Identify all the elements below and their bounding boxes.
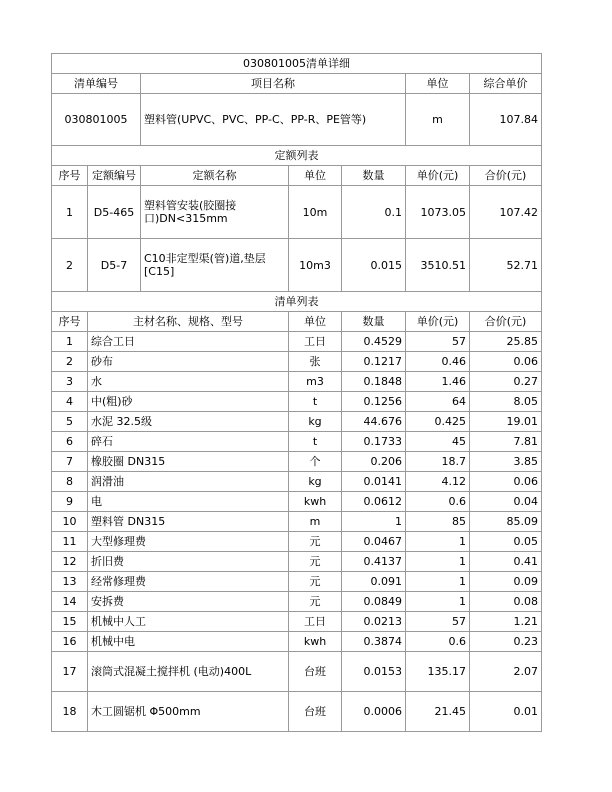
title-row [52,54,542,74]
material-name: 机械中电 [88,632,289,652]
material-qty-header: 数量 [342,312,406,332]
bill-unit-header: 单位 [406,74,470,94]
material-total: 0.05 [470,532,542,552]
material-price: 85 [406,512,470,532]
material-row [52,492,542,512]
material-row [52,532,542,552]
material-seq: 7 [52,452,88,472]
material-seq-header: 序号 [52,312,88,332]
material-price: 21.45 [406,692,470,732]
material-qty: 0.1256 [342,392,406,412]
material-price: 1 [406,572,470,592]
material-total: 0.04 [470,492,542,512]
material-name: 大型修理费 [88,532,289,552]
material-price: 1 [406,592,470,612]
material-unit: kwh [289,632,342,652]
bill-unit-price: 107.84 [470,94,542,146]
bill-code-header: 清单编号 [52,74,141,94]
material-name: 折旧费 [88,552,289,572]
material-seq: 2 [52,352,88,372]
material-price: 1 [406,532,470,552]
material-price: 57 [406,612,470,632]
quota-total: 52.71 [470,239,542,292]
material-unit: kwh [289,492,342,512]
material-unit: 元 [289,572,342,592]
material-name: 经常修理费 [88,572,289,592]
material-qty: 0.0849 [342,592,406,612]
material-row [52,332,542,352]
material-total: 0.06 [470,352,542,372]
material-seq: 15 [52,612,88,632]
material-seq: 12 [52,552,88,572]
quota-seq: 1 [52,186,88,239]
material-unit: 元 [289,592,342,612]
quota-name-header: 定额名称 [141,166,289,186]
material-row [52,632,542,652]
material-total: 0.01 [470,692,542,732]
material-name: 砂布 [88,352,289,372]
material-price: 0.46 [406,352,470,372]
material-row [52,552,542,572]
bill-header-row [52,74,542,94]
quota-price-header: 单价(元) [406,166,470,186]
material-total: 0.27 [470,372,542,392]
material-name: 水泥 32.5级 [88,412,289,432]
material-name: 综合工日 [88,332,289,352]
material-qty: 0.0006 [342,692,406,732]
quota-row [52,186,542,239]
bill-row [52,94,542,146]
material-name: 润滑油 [88,472,289,492]
material-qty: 0.091 [342,572,406,592]
material-total: 19.01 [470,412,542,432]
quota-header-row [52,166,542,186]
quota-unit-header: 单位 [289,166,342,186]
material-row [52,692,542,732]
material-row [52,472,542,492]
quota-code-header: 定额编号 [88,166,141,186]
material-price: 0.425 [406,412,470,432]
material-unit: 张 [289,352,342,372]
material-total: 8.05 [470,392,542,412]
material-total: 0.41 [470,552,542,572]
material-unit: 工日 [289,612,342,632]
material-qty: 0.1733 [342,432,406,452]
material-price: 64 [406,392,470,412]
material-unit: 工日 [289,332,342,352]
material-name: 滚筒式混凝土搅拌机 (电动)400L [88,652,289,692]
quota-price: 1073.05 [406,186,470,239]
material-total-header: 合价(元) [470,312,542,332]
material-name: 木工圆锯机 Φ500mm [88,692,289,732]
material-name: 塑料管 DN315 [88,512,289,532]
material-name: 橡胶圈 DN315 [88,452,289,472]
material-seq: 17 [52,652,88,692]
material-name-header: 主材名称、规格、型号 [88,312,289,332]
material-header-row [52,312,542,332]
material-unit: m3 [289,372,342,392]
material-qty: 1 [342,512,406,532]
material-price: 135.17 [406,652,470,692]
material-qty: 44.676 [342,412,406,432]
material-unit: 元 [289,532,342,552]
material-row [52,512,542,532]
table-body [52,54,542,732]
material-section-title: 清单列表 [52,292,542,312]
material-unit: t [289,392,342,412]
quota-name: C10非定型渠(管)道,垫层[C15] [141,239,289,292]
material-row [52,372,542,392]
quota-qty: 0.1 [342,186,406,239]
material-seq: 9 [52,492,88,512]
material-row [52,612,542,632]
material-total: 2.07 [470,652,542,692]
material-seq: 6 [52,432,88,452]
material-total: 7.81 [470,432,542,452]
quota-code: D5-7 [88,239,141,292]
material-unit: t [289,432,342,452]
material-name: 电 [88,492,289,512]
material-row [52,432,542,452]
material-qty: 0.0213 [342,612,406,632]
material-unit: 台班 [289,652,342,692]
material-total: 0.23 [470,632,542,652]
material-qty: 0.3874 [342,632,406,652]
quota-code: D5-465 [88,186,141,239]
material-row [52,412,542,432]
material-total: 0.08 [470,592,542,612]
material-seq: 14 [52,592,88,612]
material-seq: 16 [52,632,88,652]
quota-name: 塑料管安装(胶圈接口)DN<315mm [141,186,289,239]
material-name: 碎石 [88,432,289,452]
bill-code: 030801005 [52,94,141,146]
quota-seq: 2 [52,239,88,292]
material-unit: m [289,512,342,532]
material-total: 0.06 [470,472,542,492]
material-seq: 3 [52,372,88,392]
material-qty: 0.0141 [342,472,406,492]
material-price: 4.12 [406,472,470,492]
bill-unit: m [406,94,470,146]
material-unit: 台班 [289,692,342,732]
material-total: 85.09 [470,512,542,532]
material-price: 18.7 [406,452,470,472]
material-qty: 0.1217 [342,352,406,372]
quota-price: 3510.51 [406,239,470,292]
quota-section-title: 定额列表 [52,146,542,166]
material-row [52,592,542,612]
material-unit: kg [289,412,342,432]
material-row [52,572,542,592]
material-price: 1.46 [406,372,470,392]
material-unit-header: 单位 [289,312,342,332]
quota-unit: 10m [289,186,342,239]
material-seq: 18 [52,692,88,732]
material-qty: 0.4137 [342,552,406,572]
quota-qty-header: 数量 [342,166,406,186]
material-name: 水 [88,372,289,392]
bill-detail-table [51,53,542,732]
material-seq: 10 [52,512,88,532]
material-total: 0.09 [470,572,542,592]
material-price: 1 [406,552,470,572]
material-seq: 4 [52,392,88,412]
bill-name-header: 项目名称 [141,74,406,94]
material-price: 45 [406,432,470,452]
material-total: 25.85 [470,332,542,352]
material-qty: 0.4529 [342,332,406,352]
material-qty: 0.206 [342,452,406,472]
material-unit: 个 [289,452,342,472]
material-name: 机械中人工 [88,612,289,632]
material-name: 中(粗)砂 [88,392,289,412]
material-qty: 0.1848 [342,372,406,392]
quota-total: 107.42 [470,186,542,239]
material-seq: 13 [52,572,88,592]
material-name: 安拆费 [88,592,289,612]
bill-unit-price-header: 综合单价 [470,74,542,94]
material-seq: 11 [52,532,88,552]
quota-seq-header: 序号 [52,166,88,186]
material-price-header: 单价(元) [406,312,470,332]
material-seq: 1 [52,332,88,352]
material-row [52,452,542,472]
material-price: 57 [406,332,470,352]
material-seq: 8 [52,472,88,492]
material-qty: 0.0612 [342,492,406,512]
quota-total-header: 合价(元) [470,166,542,186]
material-row [52,392,542,412]
quota-section-row [52,146,542,166]
material-section-row [52,292,542,312]
material-total: 1.21 [470,612,542,632]
bill-name: 塑料管(UPVC、PVC、PP-C、PP-R、PE管等) [141,94,406,146]
material-qty: 0.0153 [342,652,406,692]
material-unit: kg [289,472,342,492]
material-unit: 元 [289,552,342,572]
material-seq: 5 [52,412,88,432]
table-title: 030801005清单详细 [52,54,542,74]
quota-qty: 0.015 [342,239,406,292]
material-price: 0.6 [406,492,470,512]
material-total: 3.85 [470,452,542,472]
quota-unit: 10m3 [289,239,342,292]
material-row [52,352,542,372]
material-row [52,652,542,692]
quota-row [52,239,542,292]
material-qty: 0.0467 [342,532,406,552]
material-price: 0.6 [406,632,470,652]
